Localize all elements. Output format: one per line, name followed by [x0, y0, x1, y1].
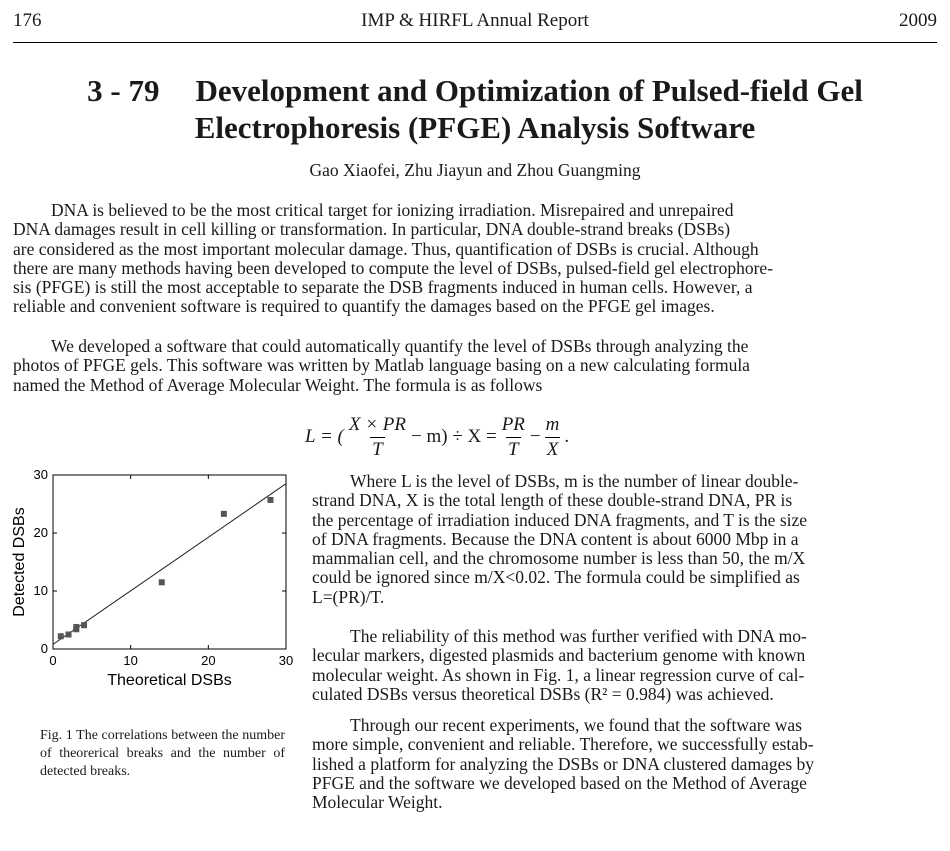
plot-frame [53, 475, 286, 649]
text-line: could be ignored since m/X<0.02. The formula could be simplified as [312, 567, 800, 588]
paragraph-2 [13, 337, 937, 395]
text-line: named the Method of Average Molecular Weight. The formula is as follows [13, 374, 543, 395]
text-line: photos of PFGE gels. This software was written by Matlab language basing on a new calculating formula [13, 355, 750, 376]
text-line: culated DSBs versus theoretical DSBs (R² = 0.984) was achieved. [312, 683, 774, 704]
text-line: lished a platform for analyzing the DSBs or DNA clustered damages by [312, 753, 815, 774]
text-line: the percentage of irradiation induced DNA fragments, and T is the size [312, 509, 808, 530]
fraction-numerator: X × PR [348, 413, 407, 435]
data-point [159, 579, 165, 585]
article-title [0, 72, 950, 146]
title-line-1: Development and Optimization of Pulsed-field Gel [195, 73, 863, 108]
data-points [58, 497, 274, 639]
formula-end: . [564, 426, 570, 447]
fraction-m-over-x [544, 414, 562, 461]
text-line: molecular weight. As shown in Fig. 1, a linear regression curve of cal- [312, 664, 805, 685]
fraction-numerator: m [545, 413, 560, 435]
title-line-2: Electrophoresis (PFGE) Analysis Software [194, 110, 756, 145]
text-line: DNA is believed to be the most critical target for ionizing irradiation. Misrepaired and unrepaired [51, 200, 734, 220]
article-number: 3 - 79 [87, 73, 160, 108]
text-line: sis (PFGE) is still the most acceptable to separate the DSB fragments induced in human cells. However, a [13, 277, 753, 298]
page-header [13, 10, 937, 34]
fraction-denominator: X [546, 438, 559, 460]
text-line: of DNA fragments. Because the DNA content is about 6000 Mbp in a [312, 528, 799, 549]
paragraph-4 [312, 627, 937, 704]
formula-minus: − [529, 426, 541, 447]
fraction-numerator: PR [501, 413, 525, 435]
text-line: L=(PR)/T. [312, 586, 385, 607]
running-title: IMP & HIRFL Annual Report [361, 10, 589, 31]
text-line: The reliability of this method was further verified with DNA mo- [350, 626, 807, 646]
data-point [221, 511, 227, 517]
text-line: Molecular Weight. [312, 792, 443, 813]
text-line: DNA damages result in cell killing or transformation. In particular, DNA double-strand breaks (DSBs) [13, 219, 731, 240]
fraction-xpr-over-t [347, 414, 408, 461]
report-year: 2009 [899, 10, 937, 31]
x-tick-label: 10 [123, 653, 138, 668]
y-tick-label: 20 [33, 525, 48, 540]
text-line: lecular markers, digested plasmids and bacterium genome with known [312, 645, 806, 666]
data-point [58, 633, 64, 639]
authors: Gao Xiaofei, Zhu Jiayun and Zhou Guangming [309, 160, 641, 180]
text-line: reliable and convenient software is required to quantify the damages based on the PFGE gel images. [13, 296, 715, 317]
page-number: 176 [13, 10, 42, 31]
text-line: Through our recent experiments, we found that the software was [350, 715, 802, 735]
regression-line [53, 484, 286, 645]
text-line: mammalian cell, and the chromosome number is less than 50, the m/X [312, 548, 806, 569]
text-line: We developed a software that could automatically quantify the level of DSBs through analyzing the [51, 336, 749, 356]
data-point [66, 632, 72, 638]
data-point [73, 626, 79, 632]
paragraph-5 [312, 716, 937, 812]
y-tick-label: 0 [40, 641, 48, 656]
paragraph-1 [13, 201, 937, 317]
formula [305, 411, 665, 463]
formula-middle: − m) ÷ X = [411, 426, 497, 447]
formula-lhs: L = ( [305, 426, 344, 447]
header-rule [13, 42, 937, 43]
x-tick-label: 0 [49, 653, 57, 668]
correlation-chart [10, 465, 300, 700]
text-line: PFGE and the software we developed based on the Method of Average [312, 772, 807, 793]
paragraph-3 [312, 472, 937, 607]
text-line: strand DNA, X is the total length of these double-strand DNA, PR is [312, 490, 793, 511]
text-line: Where L is the level of DSBs, m is the number of linear double- [350, 471, 799, 491]
y-tick-label: 10 [33, 583, 48, 598]
text-line: more simple, convenient and reliable. Therefore, we successfully estab- [312, 734, 814, 755]
fraction-denominator: T [508, 438, 519, 460]
y-axis-label: Detected DSBs [11, 507, 28, 617]
x-axis-label: Theoretical DSBs [107, 672, 232, 689]
x-tick-label: 20 [201, 653, 216, 668]
y-tick-label: 30 [33, 467, 48, 482]
data-point [81, 622, 87, 628]
fraction-denominator: T [372, 438, 383, 460]
text-line: there are many methods having been developed to compute the level of DSBs, pulsed-field gel electrophore- [13, 257, 774, 278]
fraction-pr-over-t [500, 414, 527, 461]
y-axis-ticks [34, 467, 286, 656]
x-tick-label: 30 [278, 653, 294, 668]
data-point [267, 497, 273, 503]
figure-caption: Fig. 1 The correlations between the number of theorerical breaks and the number of detected breaks. [40, 728, 285, 780]
text-line: are considered as the most important molecular damage. Thus, quantification of DSBs is crucial. Although [13, 238, 759, 259]
